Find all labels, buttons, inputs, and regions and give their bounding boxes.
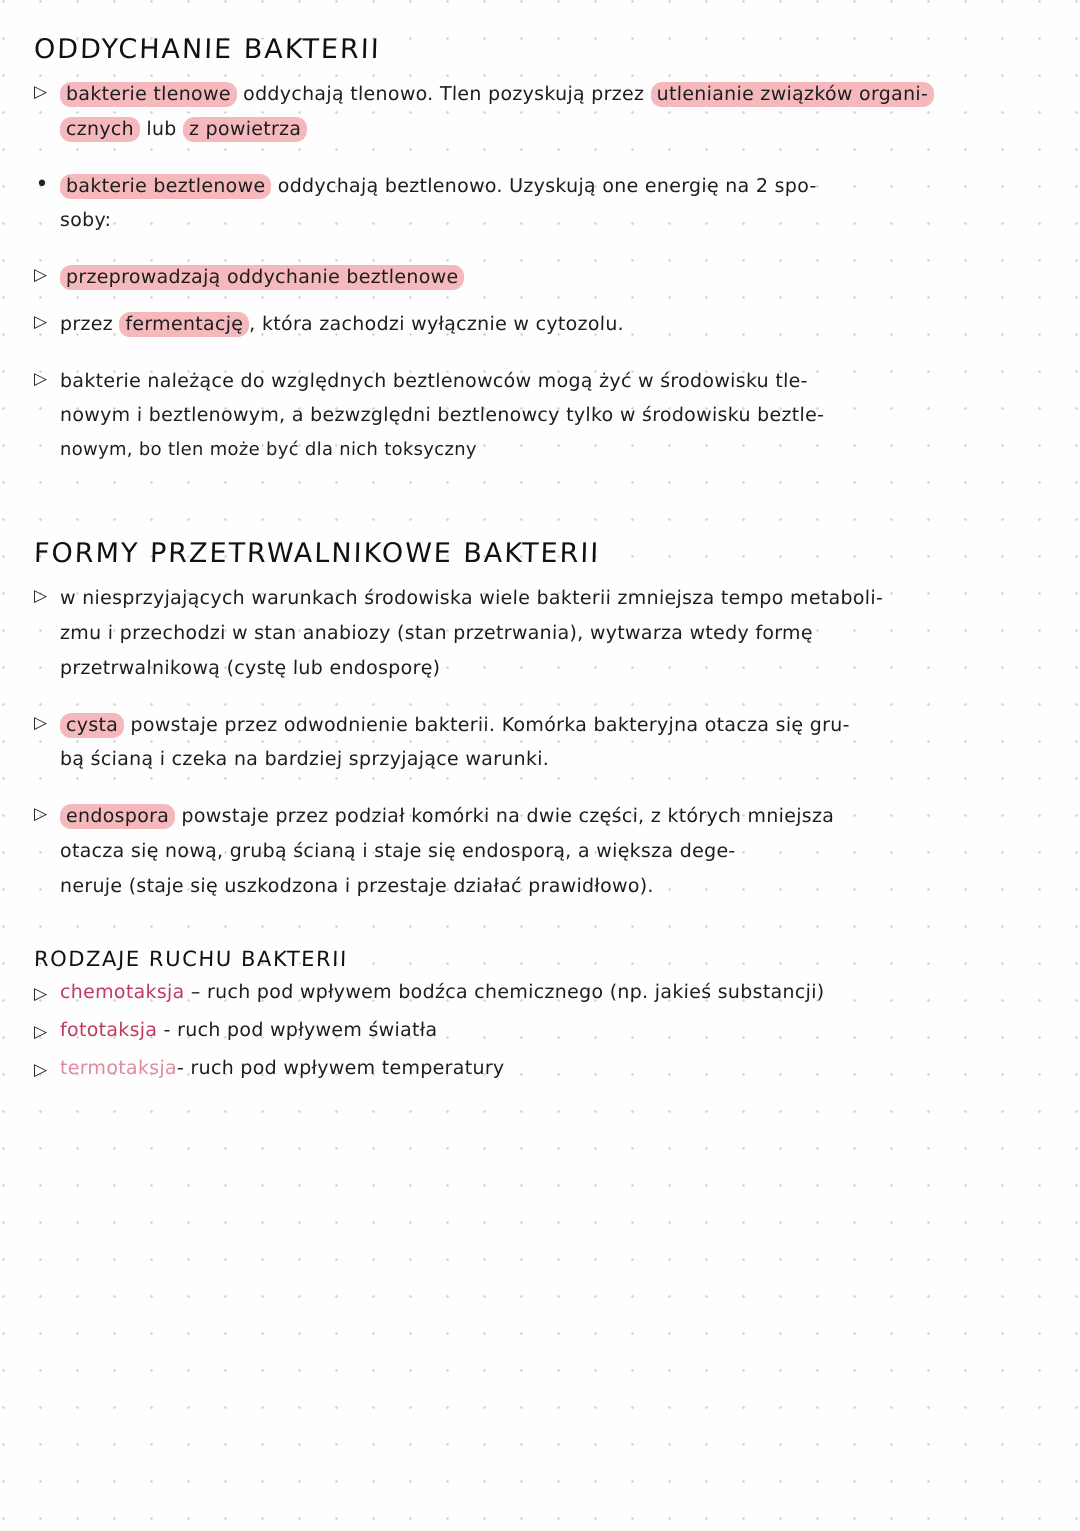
note-item bbox=[34, 262, 1046, 293]
note-text-cont: otacza się nową, grubą ścianą i staje się endosporą, a większa dege- bbox=[59, 839, 736, 862]
note-text: chemotaksja – ruch pod wpływem bodźca chemicznego (np. jakieś substancji) bbox=[59, 981, 825, 1004]
section-title-spores: FORMY PRZETRWALNIKOWE BAKTERII bbox=[33, 538, 601, 570]
note-text: endospora powstaje przez podział komórki na dwie części, z których mniejsza bbox=[60, 801, 1047, 832]
note-item bbox=[34, 309, 1046, 340]
note-item bbox=[34, 1015, 1046, 1046]
term-chemotaksja: chemotaksja bbox=[59, 981, 185, 1004]
triangle-bullet-icon: ▷ bbox=[34, 265, 48, 286]
triangle-bullet-icon: ▷ bbox=[34, 311, 48, 332]
triangle-bullet-icon: ▷ bbox=[34, 984, 48, 1005]
highlight-cznych: cznych bbox=[60, 117, 140, 142]
term-termotaksja: termotaksja bbox=[59, 1056, 178, 1079]
note-text-cont: przetrwalnikową (cystę lub endosporę) bbox=[59, 656, 441, 679]
highlight-anaerobic-respiration: przeprowadzają oddychanie beztlenowe bbox=[60, 265, 465, 290]
note-text-cont: zmu i przechodzi w stan anabiozy (stan przetrwania), wytwarza wtedy formę bbox=[59, 622, 813, 645]
note-text bbox=[60, 262, 1047, 293]
triangle-bullet-icon: ▷ bbox=[34, 368, 48, 389]
note-text: bakterie beztlenowe oddychają beztlenowo. Uzyskują one energię na 2 spo- bbox=[60, 171, 1047, 202]
note-text: bakterie tlenowe oddychają tlenowo. Tlen pozyskują przez utlenianie związków organi- bbox=[60, 79, 1047, 110]
note-item bbox=[34, 801, 1046, 901]
note-item bbox=[34, 79, 1046, 145]
highlight-aerobic-bacteria: bakterie tlenowe bbox=[60, 82, 237, 107]
note-item bbox=[34, 171, 1046, 237]
note-text: termotaksja- ruch pod wpływem temperatury bbox=[59, 1056, 505, 1079]
triangle-bullet-icon: ▷ bbox=[34, 82, 48, 102]
note-text-cont: nowym i beztlenowym, a bezwzględni beztlenowcy tylko w środowisku beztle- bbox=[59, 404, 825, 427]
note-text-cont: nowym, bo tlen może być dla nich toksyczny bbox=[59, 439, 478, 461]
highlight-fermentation: fermentację bbox=[119, 312, 249, 337]
triangle-bullet-icon: ▷ bbox=[34, 804, 48, 825]
note-text: cysta powstaje przez odwodnienie bakterii. Komórka bakteryjna otacza się gru- bbox=[60, 710, 1047, 741]
note-item bbox=[34, 710, 1046, 776]
note-text: przez fermentację , która zachodzi wyłącznie w cytozolu. bbox=[59, 312, 625, 335]
note-text-cont: bą ścianą i czeka na bardziej sprzyjające warunki. bbox=[59, 748, 550, 771]
note-text-cont: neruje (staje się uszkodzona i przestaje działać prawidłowo). bbox=[59, 874, 655, 897]
note-text-cont: soby: bbox=[59, 209, 112, 232]
triangle-bullet-icon: ▷ bbox=[34, 586, 48, 607]
highlight-from-air: z powietrza bbox=[183, 117, 308, 142]
highlight-oxidation-organic: utlenianie związków organi- bbox=[650, 82, 934, 107]
note-text: fototaksja - ruch pod wpływem światła bbox=[59, 1019, 438, 1042]
triangle-bullet-icon: ▷ bbox=[34, 1022, 48, 1043]
triangle-bullet-icon: ▷ bbox=[34, 1059, 48, 1080]
dot-bullet-icon: • bbox=[35, 171, 49, 197]
note-item bbox=[34, 366, 1046, 465]
highlight-cysta: cysta bbox=[60, 713, 125, 738]
note-item bbox=[34, 583, 1046, 683]
note-text-cont: cznych lub z powietrza bbox=[60, 114, 1047, 145]
highlight-anaerobic-bacteria: bakterie beztlenowe bbox=[60, 174, 272, 199]
note-item bbox=[34, 977, 1046, 1008]
note-text: bakterie należące do względnych beztlenowców mogą żyć w środowisku tle- bbox=[59, 369, 809, 392]
subsection-title-motion: RODZAJE RUCHU BAKTERII bbox=[33, 947, 349, 972]
triangle-bullet-icon: ▷ bbox=[34, 712, 48, 733]
term-fototaksja: fototaksja bbox=[59, 1019, 158, 1042]
note-text: w niesprzyjających warunkach środowiska wiele bakterii zmniejsza tempo metaboli- bbox=[59, 587, 884, 610]
section-title-respiration: ODDYCHANIE BAKTERII bbox=[33, 34, 382, 65]
highlight-endospora: endospora bbox=[60, 804, 176, 829]
note-item bbox=[34, 1053, 1046, 1084]
